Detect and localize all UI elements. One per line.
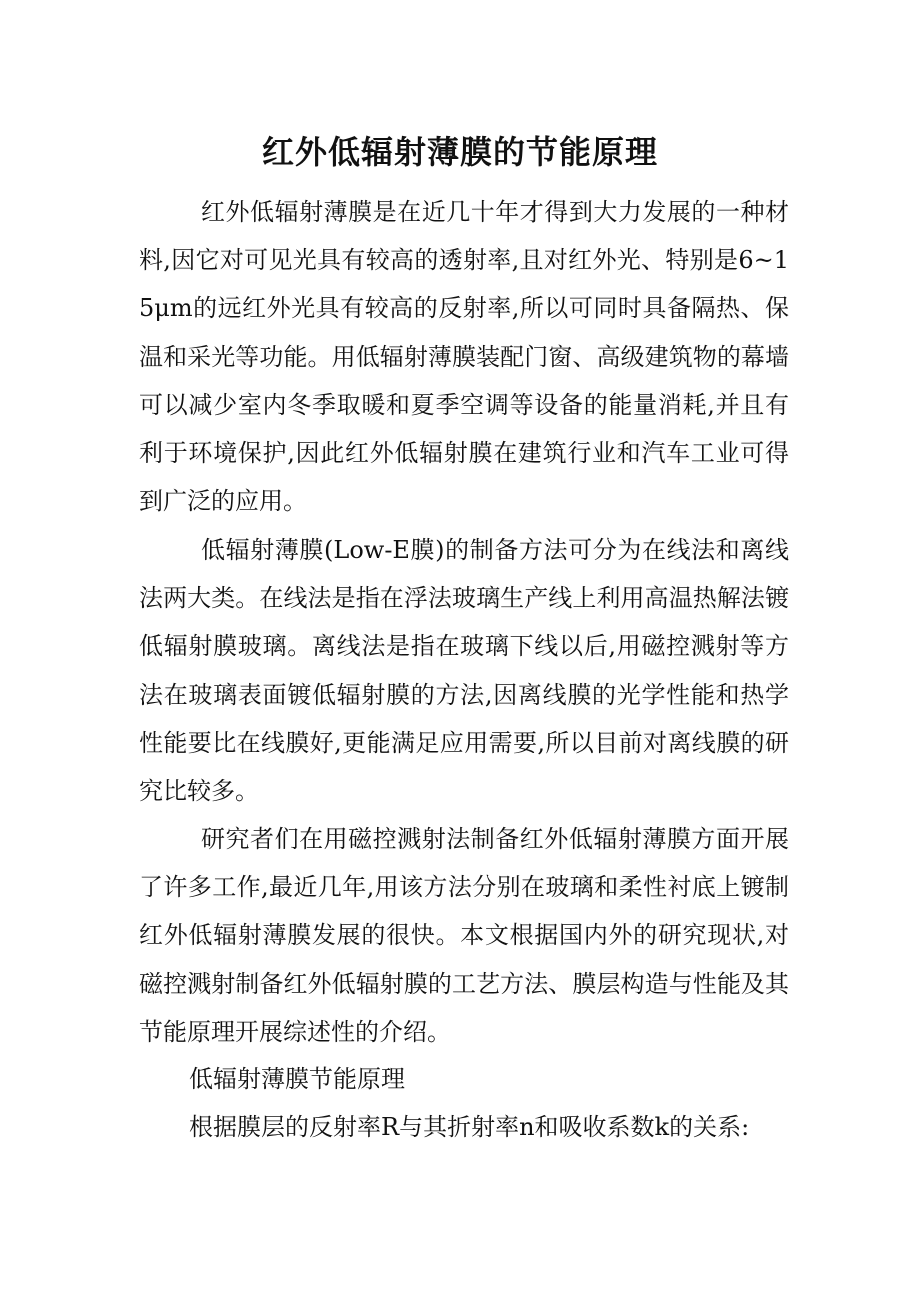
paragraph-research-status: 研究者们在用磁控溅射法制备红外低辐射薄膜方面开展了许多工作,最近几年,用该方法分别在玻璃和柔性衬底上镀制红外低辐射薄膜发展的很快。本文根据国内外的研究现状,对磁控溅射制备红外低辐射膜的工艺方法、膜层构造与性能及其节能原理开展综述性的介绍。 [139, 825, 789, 1046]
paragraph-intro: 红外低辐射薄膜是在近几十年才得到大力发展的一种材料,因它对可见光具有较高的透射率,且对红外光、特别是6~15μm的远红外光具有较高的反射率,所以可同时具备隔热、保温和采光等功能。用低辐射薄膜装配门窗、高级建筑物的幕墙可以减少室内冬季取暖和夏季空调等设备的能量消耗,并且有利于环境保护,因此红外低辐射膜在建筑行业和汽车工业可得到广泛的应用。 [139, 198, 789, 516]
paragraph-preparation-methods: 低辐射薄膜(Low-E膜)的制备方法可分为在线法和离线法两大类。在线法是指在浮法玻璃生产线上利用高温热解法镀低辐射膜玻璃。离线法是指在玻璃下线以后,用磁控溅射等方法在玻璃表面镀低辐射膜的方法,因离线膜的光学性能和热学性能要比在线膜好,更能满足应用需要,所以目前对离线膜的研究比较多。 [139, 536, 789, 806]
final-line: 根据膜层的反射率R与其折射率n和吸收系数k的关系: [189, 1113, 750, 1141]
document-title: 红外低辐射薄膜的节能原理 [261, 133, 658, 171]
section-heading: 低辐射薄膜节能原理 [189, 1065, 405, 1093]
